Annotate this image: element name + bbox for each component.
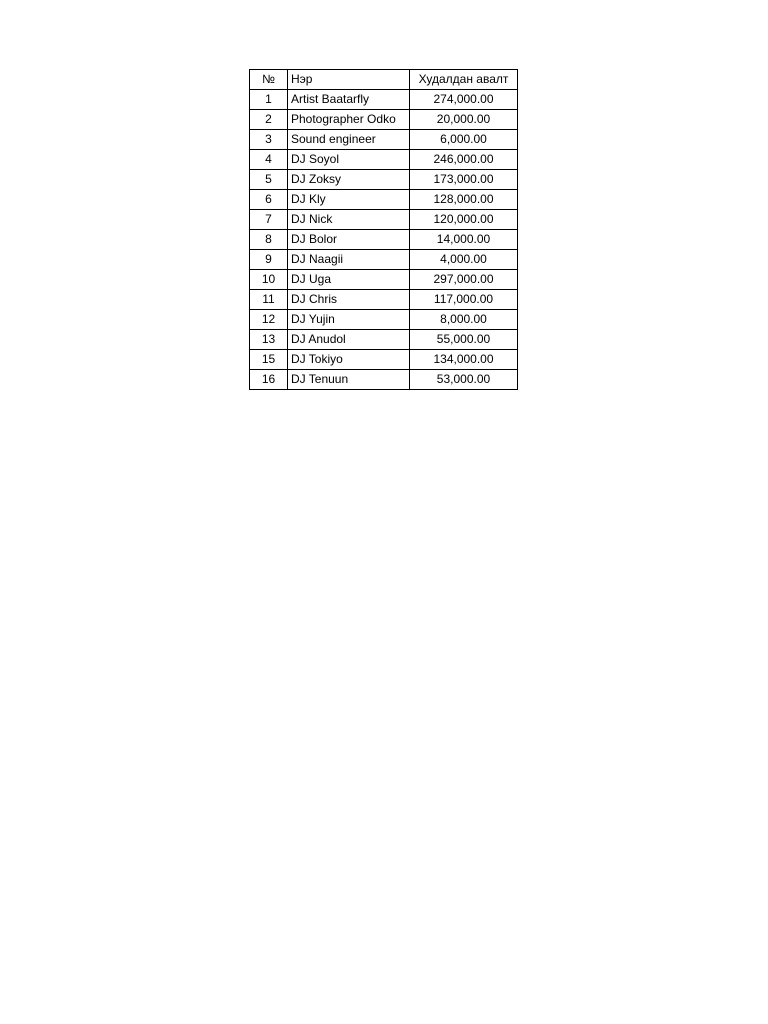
row-number: 12	[250, 310, 288, 330]
header-number: №	[250, 70, 288, 90]
header-amount: Худалдан авалт	[410, 70, 518, 90]
row-name: DJ Bolor	[288, 230, 410, 250]
row-number: 16	[250, 370, 288, 390]
row-amount: 14,000.00	[410, 230, 518, 250]
row-amount: 173,000.00	[410, 170, 518, 190]
table-row	[250, 210, 518, 230]
row-amount: 134,000.00	[410, 350, 518, 370]
row-number: 8	[250, 230, 288, 250]
row-name: Artist Baatarfly	[288, 90, 410, 110]
row-name: DJ Kly	[288, 190, 410, 210]
table-row	[250, 190, 518, 210]
row-name: DJ Naagii	[288, 250, 410, 270]
row-number: 4	[250, 150, 288, 170]
table-row	[250, 170, 518, 190]
row-number: 7	[250, 210, 288, 230]
table-row	[250, 350, 518, 370]
row-amount: 6,000.00	[410, 130, 518, 150]
row-name: DJ Uga	[288, 270, 410, 290]
table-row	[250, 230, 518, 250]
row-amount: 246,000.00	[410, 150, 518, 170]
row-amount: 274,000.00	[410, 90, 518, 110]
row-amount: 4,000.00	[410, 250, 518, 270]
row-amount: 53,000.00	[410, 370, 518, 390]
row-number: 5	[250, 170, 288, 190]
row-amount: 128,000.00	[410, 190, 518, 210]
row-name: DJ Zoksy	[288, 170, 410, 190]
purchases-table	[249, 69, 518, 390]
table-row	[250, 130, 518, 150]
row-amount: 55,000.00	[410, 330, 518, 350]
table-row	[250, 330, 518, 350]
table-row	[250, 90, 518, 110]
row-name: DJ Soyol	[288, 150, 410, 170]
row-amount: 8,000.00	[410, 310, 518, 330]
row-name: DJ Chris	[288, 290, 410, 310]
table-row	[250, 110, 518, 130]
row-name: DJ Nick	[288, 210, 410, 230]
row-name: DJ Tokiyo	[288, 350, 410, 370]
row-number: 15	[250, 350, 288, 370]
row-number: 10	[250, 270, 288, 290]
table-row	[250, 270, 518, 290]
row-name: DJ Yujin	[288, 310, 410, 330]
row-name: Photographer Odko	[288, 110, 410, 130]
row-amount: 117,000.00	[410, 290, 518, 310]
row-amount: 297,000.00	[410, 270, 518, 290]
table-row	[250, 370, 518, 390]
row-number: 2	[250, 110, 288, 130]
row-name: Sound engineer	[288, 130, 410, 150]
row-number: 13	[250, 330, 288, 350]
row-number: 1	[250, 90, 288, 110]
row-number: 3	[250, 130, 288, 150]
row-amount: 120,000.00	[410, 210, 518, 230]
row-number: 6	[250, 190, 288, 210]
header-name: Нэр	[288, 70, 410, 90]
table-row	[250, 290, 518, 310]
row-number: 9	[250, 250, 288, 270]
row-amount: 20,000.00	[410, 110, 518, 130]
row-name: DJ Tenuun	[288, 370, 410, 390]
table-row	[250, 150, 518, 170]
row-number: 11	[250, 290, 288, 310]
table-row	[250, 310, 518, 330]
table-header-row	[250, 70, 518, 90]
row-name: DJ Anudol	[288, 330, 410, 350]
table-row	[250, 250, 518, 270]
